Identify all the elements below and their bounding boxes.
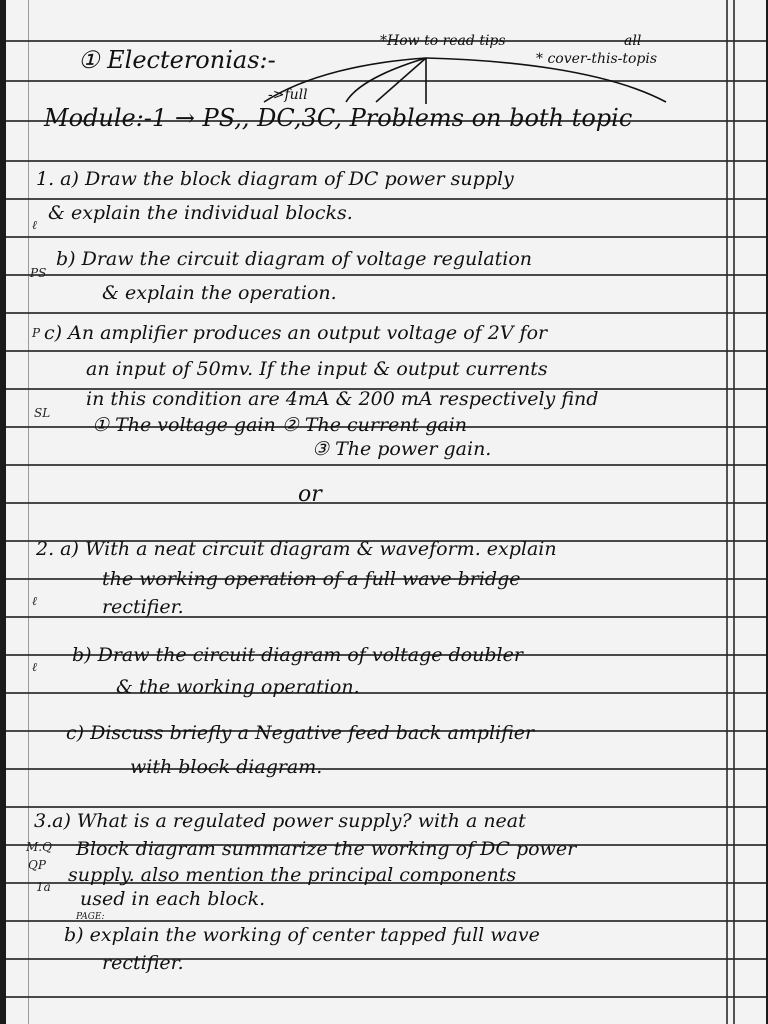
q2b-line-2: & the working operation. [116,676,360,698]
margin-mark: QP [28,858,46,872]
q1c-line-1: c) An amplifier produces an output voltage of 2V for [44,322,548,344]
rule-line [6,502,766,504]
q3b-line-2: rectifier. [102,952,184,974]
page-label: PAGE: [76,912,105,922]
q1c-line-3: in this condition are 4mA & 200 mA respectively find [86,388,599,410]
margin-mark: PS [30,266,47,280]
right-margin-line-1 [726,0,728,1024]
margin-mark: ℓ [32,218,37,232]
right-margin-line-2 [733,0,735,1024]
rule-line [6,198,766,200]
q2c-line-2: with block diagram. [130,756,323,778]
rule-line [6,236,766,238]
header-note-2: * cover-this-topis [536,51,658,67]
q1c-line-2: an input of 50mv. If the input & output currents [86,358,548,380]
q1c-line-5: ③ The power gain. [312,438,492,460]
q1c-line-4: ① The voltage gain ② The current gain [92,414,468,436]
q2a-line-2: the working operation of a full wave bridge [102,568,521,590]
rule-line [6,768,766,770]
q1b-line-2: & explain the operation. [102,282,337,304]
margin-mark: M.Q [26,840,52,854]
module-heading: Module:-1 → PS,, DC,3C, Problems on both topic [44,104,633,132]
arrow-full-note: ->full [268,87,308,103]
rule-line [6,920,766,922]
notebook-page [6,0,766,1024]
or-separator: or [298,482,322,507]
margin-mark: 1a [36,880,51,894]
q3a-line-4: used in each block. [80,888,266,910]
q1a-line-1: 1. a) Draw the block diagram of DC power supply [36,168,514,190]
rule-line [6,312,766,314]
q3a-line-1: 3.a) What is a regulated power supply? with a neat [34,810,526,832]
margin-mark: SL [34,406,51,420]
margin-mark: P [32,326,41,340]
q3a-line-3: supply. also mention the principal components [68,864,517,886]
header-note: *How to read tips [380,33,506,49]
rule-line [6,274,766,276]
page-title: ① Electeronias:- [78,46,276,74]
rule-line [6,996,766,998]
q3a-line-2: Block diagram summarize the working of DC power [76,838,577,860]
q1b-line-1: b) Draw the circuit diagram of voltage regulation [56,248,533,270]
rule-line [6,160,766,162]
q2a-line-3: rectifier. [102,596,184,618]
q3b-line-1: b) explain the working of center tapped full wave [64,924,540,946]
q2b-line-1: b) Draw the circuit diagram of voltage doubler [72,644,523,666]
q2c-line-1: c) Discuss briefly a Negative feed back amplifier [66,722,535,744]
q1a-line-2: & explain the individual blocks. [48,202,353,224]
rule-line [6,350,766,352]
margin-mark: ℓ [32,660,37,674]
header-note-all: all [624,33,642,49]
rule-line [6,806,766,808]
q2a-line-1: 2. a) With a neat circuit diagram & waveform. explain [36,538,557,560]
margin-mark: ℓ [32,594,37,608]
rule-line [6,464,766,466]
